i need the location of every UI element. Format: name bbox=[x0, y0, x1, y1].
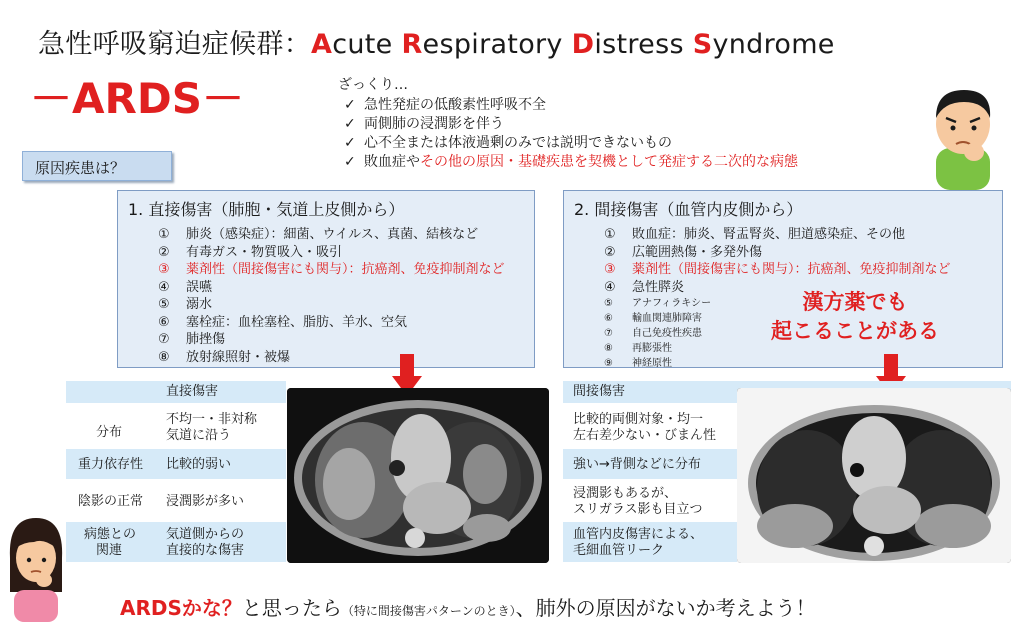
summary-item: ✓ 両側肺の浸潤影を伴う bbox=[338, 115, 798, 134]
item-text: 誤嚥 bbox=[186, 279, 213, 295]
direct-injury-box bbox=[117, 190, 535, 368]
summary-lead: ざっくり… bbox=[338, 77, 408, 93]
item-number: ④ bbox=[158, 279, 170, 295]
direct-cell: 浸潤影が多い bbox=[166, 494, 245, 509]
list-item bbox=[158, 349, 534, 367]
summary-item-red: その他の原因・基礎疾患を契機として発症する二次的な病態 bbox=[420, 154, 798, 170]
list-item bbox=[158, 226, 534, 244]
title-rest-a: cute bbox=[332, 29, 402, 60]
kampo-note-line: 漢方薬でも bbox=[802, 290, 908, 314]
title-cap-d: D bbox=[571, 29, 595, 60]
indirect-cell: 比較的両側対象・均一 bbox=[573, 412, 704, 427]
item-number: ⑧ bbox=[604, 343, 613, 354]
summary-item bbox=[338, 153, 798, 172]
item-number: ⑥ bbox=[604, 313, 613, 324]
title-cap-s: S bbox=[692, 29, 713, 60]
item-number: ② bbox=[158, 244, 170, 260]
direct-cell: 直接的な傷害 bbox=[166, 543, 245, 558]
row-label: 陰影の正常 bbox=[78, 494, 144, 509]
item-text: 敗血症：肺炎、腎盂腎炎、胆道感染症、その他 bbox=[632, 227, 906, 242]
item-text: 肺挫傷 bbox=[186, 332, 226, 347]
list-item bbox=[158, 296, 534, 314]
summary-item-black: 敗血症や bbox=[364, 154, 420, 170]
bottom-message-end: 、肺外の原因がないか考えよう！ bbox=[515, 596, 816, 620]
bottom-message-mid: と思ったら bbox=[241, 596, 342, 620]
direct-cell: 不均一・非対称 bbox=[166, 412, 258, 427]
indirect-cell: スリガラス影も目立つ bbox=[573, 502, 703, 517]
item-number: ⑦ bbox=[158, 332, 170, 347]
summary-item: ✓ 心不全または体液過剰のみでは説明できないもの bbox=[338, 134, 798, 153]
title-cap-r: R bbox=[401, 29, 423, 60]
title-rest-s: yndrome bbox=[712, 29, 835, 60]
item-number: ⑤ bbox=[604, 298, 613, 309]
item-text: 自己免疫性疾患 bbox=[632, 328, 702, 339]
list-item bbox=[158, 244, 534, 262]
item-text: 溺水 bbox=[186, 297, 213, 312]
thinking-man-icon bbox=[922, 82, 1004, 190]
row-label: 重力依存性 bbox=[78, 457, 144, 472]
item-text: 薬剤性（間接傷害にも関与）：抗癌剤、免疫抑制剤など bbox=[186, 262, 505, 277]
item-number: ④ bbox=[604, 279, 616, 295]
list-item bbox=[604, 261, 1002, 279]
indirect-cell: 毛細血管リーク bbox=[573, 543, 665, 558]
ct-image-direct bbox=[287, 388, 549, 563]
direct-injury-heading: 1. 直接傷害（肺胞・気道上皮側から） bbox=[128, 200, 405, 219]
row-label: 分布 bbox=[96, 425, 123, 440]
item-text: 再膨張性 bbox=[632, 343, 672, 354]
title-rest-r: espiratory bbox=[422, 29, 572, 60]
item-text: 塞栓症：血栓塞栓、脂肪、羊水、空気 bbox=[186, 314, 408, 330]
item-text: アナフィラキシー bbox=[632, 298, 712, 309]
item-number: ② bbox=[604, 244, 616, 260]
kampo-note-line: 起こることがある bbox=[771, 319, 939, 343]
direct-cell: 気道側からの bbox=[166, 527, 245, 542]
item-text: 有毒ガス・物質吸入・吸引 bbox=[186, 244, 343, 260]
item-text: 広範囲熱傷・多発外傷 bbox=[632, 244, 763, 260]
item-text: 放射線照射・被爆 bbox=[186, 349, 291, 365]
item-text: 急性膵炎 bbox=[632, 279, 685, 295]
indirect-cell: 左右差少ない・びまん性 bbox=[573, 428, 717, 443]
indirect-cell: 強い→背側などに分布 bbox=[573, 457, 701, 472]
list-item bbox=[604, 244, 1002, 262]
summary-block bbox=[338, 76, 798, 172]
cause-tag: 原因疾患は？ bbox=[22, 151, 172, 181]
item-number: ⑧ bbox=[158, 349, 170, 365]
page-title bbox=[38, 22, 835, 61]
item-number: ③ bbox=[158, 262, 170, 277]
item-text: 神経原性 bbox=[632, 358, 672, 369]
item-number: ① bbox=[158, 227, 170, 242]
list-item bbox=[604, 356, 1002, 371]
compare-header-direct: 直接傷害 bbox=[166, 384, 219, 399]
item-number: ① bbox=[604, 227, 616, 242]
list-item bbox=[158, 261, 534, 279]
item-text: 輸血関連肺障害 bbox=[632, 313, 702, 324]
ct-image-indirect bbox=[737, 388, 1011, 563]
title-cap-a: A bbox=[311, 29, 333, 60]
item-number: ③ bbox=[604, 262, 616, 277]
indirect-cell: 浸潤影もあるが、 bbox=[573, 486, 678, 501]
compare-header-indirect: 間接傷害 bbox=[573, 384, 626, 399]
kampo-note bbox=[770, 288, 940, 346]
direct-cell: 比較的弱い bbox=[166, 457, 232, 472]
row-label: 関連 bbox=[96, 543, 123, 558]
thinking-woman-icon bbox=[4, 514, 68, 622]
direct-cell: 気道に沿う bbox=[166, 428, 232, 443]
item-text: 薬剤性（間接傷害にも関与）：抗癌剤、免疫抑制剤など bbox=[632, 262, 951, 277]
indirect-cell: 血管内皮傷害による、 bbox=[573, 527, 704, 542]
title-japanese: 急性呼吸窮迫症候群： bbox=[38, 29, 311, 60]
bottom-message-red: ARDSかな？ bbox=[120, 596, 242, 620]
bottom-message-small: （特に間接傷害パターンのとき） bbox=[341, 604, 516, 618]
row-label: 病態との bbox=[84, 527, 137, 542]
item-text: 肺炎（感染症）：細菌、ウイルス、真菌、結核など bbox=[186, 227, 479, 242]
indirect-injury-heading: 2. 間接傷害（血管内皮側から） bbox=[574, 200, 803, 219]
list-item bbox=[158, 331, 534, 349]
ards-label: －ARDS－ bbox=[30, 74, 244, 123]
item-number: ⑥ bbox=[158, 314, 170, 330]
title-rest-d: istress bbox=[594, 29, 693, 60]
list-item bbox=[158, 314, 534, 332]
item-number: ⑦ bbox=[604, 328, 613, 339]
list-item bbox=[604, 226, 1002, 244]
item-number: ⑤ bbox=[158, 297, 170, 312]
bottom-message bbox=[120, 592, 816, 621]
summary-item: ✓ 急性発症の低酸素性呼吸不全 bbox=[338, 96, 798, 115]
item-number: ⑨ bbox=[604, 358, 613, 369]
list-item bbox=[158, 279, 534, 297]
